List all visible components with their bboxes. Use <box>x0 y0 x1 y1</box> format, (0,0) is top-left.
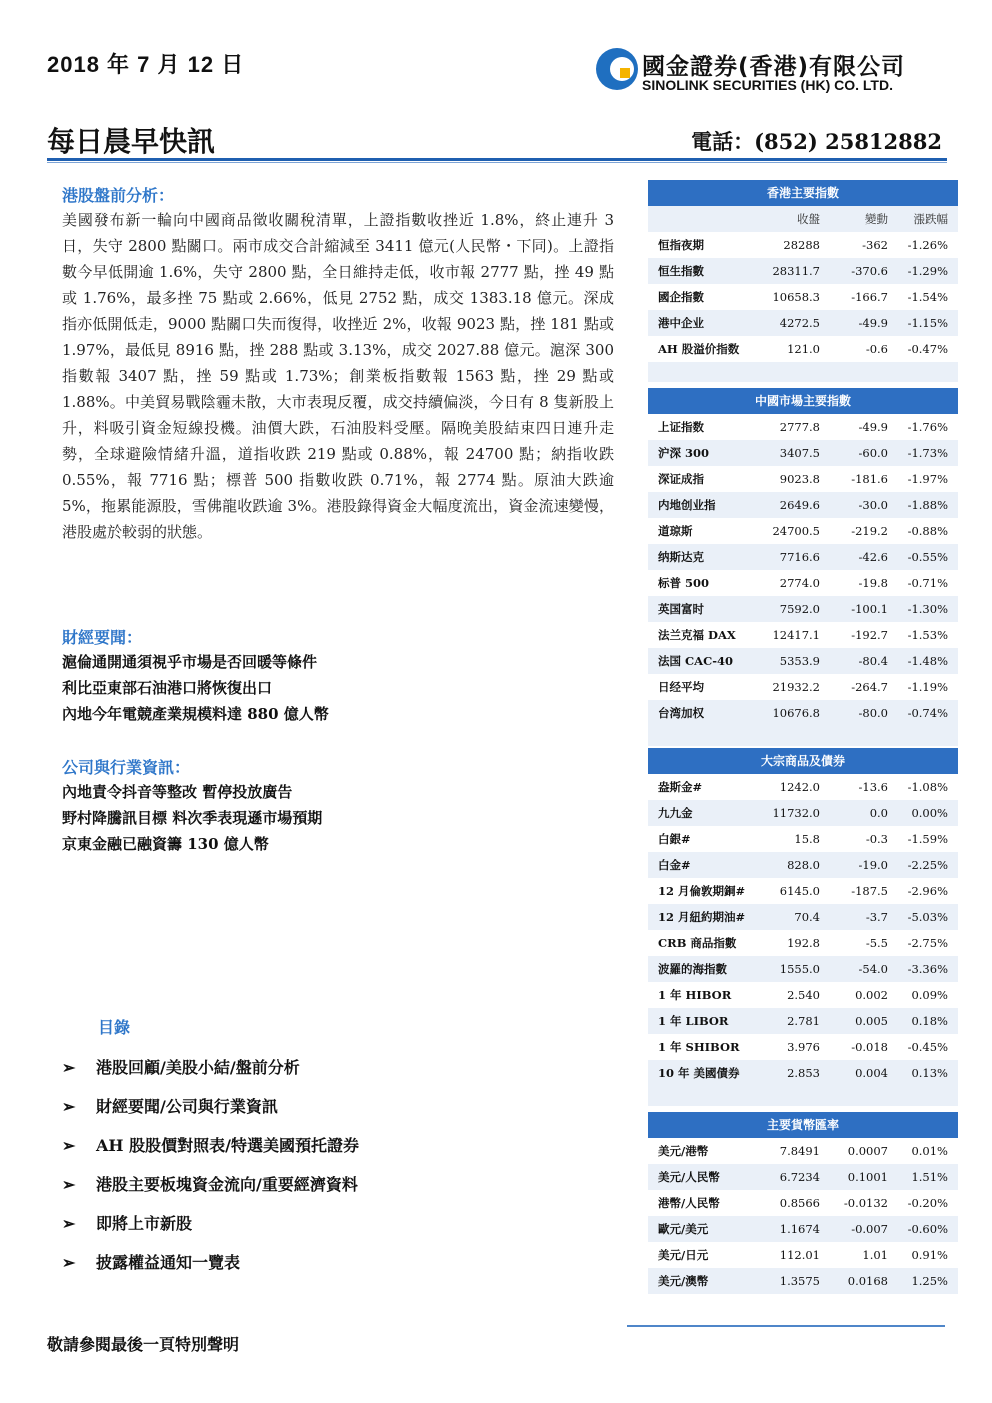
arrow-icon: ➢ <box>62 1058 76 1077</box>
table-row <box>648 284 958 310</box>
row-value: 7.8491 <box>779 1144 820 1158</box>
corporate-news-item[interactable]: 京東金融已融資籌 130 億人幣 <box>62 835 269 853</box>
row-label: 纳斯达克 <box>658 550 704 564</box>
table-row <box>648 310 958 336</box>
table-row <box>648 904 958 930</box>
row-label: 美元/人民幣 <box>658 1170 720 1184</box>
row-value: 0.8566 <box>779 1196 820 1210</box>
row-value: 6145.0 <box>779 884 820 898</box>
row-value: -19.8 <box>858 576 888 590</box>
row-value: -1.76% <box>907 420 948 434</box>
row-value: -1.08% <box>907 780 948 794</box>
row-value: -0.60% <box>907 1222 948 1236</box>
china-index-table-title: 中國市場主要指數 <box>648 388 958 414</box>
row-value: -2.96% <box>907 884 948 898</box>
fx-table-title: 主要貨幣匯率 <box>648 1112 958 1138</box>
row-value: -264.7 <box>851 680 888 694</box>
row-value: -1.29% <box>907 264 948 278</box>
row-label: 台湾加权 <box>658 706 704 720</box>
toc-item[interactable]: ➢ AH 股股價對照表/特選美國預托證券 <box>62 1136 359 1155</box>
table-column-headers: 收盤 變動 漲跌幅 <box>648 206 958 232</box>
row-value: 5353.9 <box>779 654 820 668</box>
row-value: 2.781 <box>787 1014 820 1028</box>
row-value: -5.5 <box>865 936 888 950</box>
arrow-icon: ➢ <box>62 1214 76 1233</box>
row-value: -0.71% <box>907 576 948 590</box>
toc-item[interactable]: ➢ 即將上市新股 <box>62 1214 193 1233</box>
table-row <box>648 1242 958 1268</box>
row-value: 4272.5 <box>779 316 820 330</box>
row-value: 0.004 <box>855 1066 888 1080</box>
table-row <box>648 648 958 674</box>
row-value: 9023.8 <box>779 472 820 486</box>
table-row <box>648 982 958 1008</box>
table-row <box>648 492 958 518</box>
table-row <box>648 1268 958 1294</box>
row-value: -1.26% <box>907 238 948 252</box>
row-label: 美元/日元 <box>658 1248 709 1262</box>
row-label: 标普 500 <box>658 576 710 590</box>
row-label: 港幣/人民幣 <box>658 1196 720 1210</box>
row-value: 11732.0 <box>772 806 820 820</box>
table-row <box>648 466 958 492</box>
row-value: -1.88% <box>907 498 948 512</box>
logo-chinese-name: 國金證券(香港)有限公司 <box>642 54 906 80</box>
row-value: -1.97% <box>907 472 948 486</box>
row-value: 0.18% <box>911 1014 948 1028</box>
page-title: 每日晨早快訊 <box>47 125 216 158</box>
row-value: -80.0 <box>858 706 888 720</box>
row-value: 1.1674 <box>779 1222 820 1236</box>
row-value: -2.25% <box>907 858 948 872</box>
row-value: 21932.2 <box>772 680 820 694</box>
row-value: 12417.1 <box>772 628 820 642</box>
row-label: 法国 CAC-40 <box>658 654 734 668</box>
row-value: 6.7234 <box>779 1170 820 1184</box>
hk-index-table-title: 香港主要指數 <box>648 180 958 206</box>
fx-table <box>648 1112 958 1294</box>
row-label: 日经平均 <box>658 680 704 694</box>
row-label: 沪深 300 <box>658 446 710 460</box>
row-value: -0.018 <box>851 1040 888 1054</box>
row-value: -187.5 <box>851 884 888 898</box>
table-row <box>648 440 958 466</box>
corporate-news-item[interactable]: 內地責令抖音等整改 暫停投放廣告 <box>62 783 293 801</box>
company-logo <box>596 48 946 96</box>
row-label: 波羅的海指數 <box>658 962 727 976</box>
corporate-news-heading: 公司與行業資訊： <box>62 758 191 777</box>
table-row <box>648 570 958 596</box>
arrow-icon: ➢ <box>62 1097 76 1116</box>
row-value: 28311.7 <box>772 264 820 278</box>
row-value: -370.6 <box>851 264 888 278</box>
row-value: -0.6 <box>865 342 888 356</box>
table-row <box>648 336 958 362</box>
hk-analysis-heading: 港股盤前分析： <box>62 186 175 205</box>
row-value: -0.45% <box>907 1040 948 1054</box>
row-value: 2.853 <box>787 1066 820 1080</box>
table-row <box>648 930 958 956</box>
finance-news-item[interactable]: 內地今年電競產業規模料達 880 億人幣 <box>62 705 329 723</box>
row-label: 白金# <box>658 858 691 872</box>
row-value: 2774.0 <box>779 576 820 590</box>
row-value: -1.30% <box>907 602 948 616</box>
row-value: 0.005 <box>855 1014 888 1028</box>
toc-item[interactable]: ➢ 財經要聞/公司與行業資訊 <box>62 1097 278 1116</box>
arrow-icon: ➢ <box>62 1136 76 1155</box>
row-value: 10676.8 <box>772 706 820 720</box>
row-value: 10658.3 <box>772 290 820 304</box>
row-value: -1.54% <box>907 290 948 304</box>
row-value: -219.2 <box>851 524 888 538</box>
row-value: -49.9 <box>858 316 888 330</box>
table-row <box>648 800 958 826</box>
row-label: 12 月紐約期油# <box>658 910 746 924</box>
table-row <box>648 414 958 440</box>
row-value: -3.7 <box>865 910 888 924</box>
row-value: 0.002 <box>855 988 888 1002</box>
row-value: -192.7 <box>851 628 888 642</box>
row-value: -1.53% <box>907 628 948 642</box>
row-value: 0.0168 <box>847 1274 888 1288</box>
row-label: 英国富时 <box>658 602 704 616</box>
table-row <box>648 1190 958 1216</box>
finance-news-item[interactable]: 滬倫通開通須視乎市場是否回暖等條件 <box>62 653 318 671</box>
row-label: 深证成指 <box>658 472 704 486</box>
row-value: -19.0 <box>858 858 888 872</box>
row-value: 0.13% <box>911 1066 948 1080</box>
row-value: -1.48% <box>907 654 948 668</box>
row-label: 法兰克福 DAX <box>658 628 736 642</box>
row-value: 28288 <box>783 238 820 252</box>
corporate-news-item[interactable]: 野村降騰訊目標 料次季表現遜市場預期 <box>62 809 323 827</box>
table-row <box>648 826 958 852</box>
table-row <box>648 878 958 904</box>
row-value: 1.51% <box>911 1170 948 1184</box>
table-row <box>648 1216 958 1242</box>
row-label: 美元/港幣 <box>658 1144 709 1158</box>
row-value: 70.4 <box>794 910 820 924</box>
row-value: 2649.6 <box>779 498 820 512</box>
row-label: 國企指數 <box>658 290 704 304</box>
row-label: 1 年 LIBOR <box>658 1014 729 1028</box>
row-value: 1.25% <box>911 1274 948 1288</box>
row-value: -0.3 <box>865 832 888 846</box>
row-label: 九九金 <box>658 806 693 820</box>
row-value: -1.19% <box>907 680 948 694</box>
row-value: 0.1001 <box>847 1170 888 1184</box>
row-label: 白銀# <box>658 832 691 846</box>
row-value: 112.01 <box>779 1248 820 1262</box>
table-row <box>648 674 958 700</box>
row-label: 内地创业指 <box>658 498 716 512</box>
row-value: -0.20% <box>907 1196 948 1210</box>
row-value: -1.73% <box>907 446 948 460</box>
row-value: -13.6 <box>858 780 888 794</box>
row-value: 1.01 <box>862 1248 888 1262</box>
row-value: 7716.6 <box>779 550 820 564</box>
row-label: 1 年 HIBOR <box>658 988 732 1002</box>
row-value: -49.9 <box>858 420 888 434</box>
row-value: -3.36% <box>907 962 948 976</box>
phone-number: 電話：(852) 25812882 <box>691 129 942 154</box>
row-value: -42.6 <box>858 550 888 564</box>
row-value: -80.4 <box>858 654 888 668</box>
toc-item[interactable]: ➢ 港股主要板塊資金流向/重要經濟資料 <box>62 1175 358 1194</box>
row-value: 1555.0 <box>779 962 820 976</box>
row-value: 3407.5 <box>779 446 820 460</box>
row-value: 0.91% <box>911 1248 948 1262</box>
finance-news-heading: 財經要聞： <box>62 628 143 647</box>
row-label: 1 年 SHIBOR <box>658 1040 740 1054</box>
footer-divider <box>627 1325 945 1327</box>
header-divider <box>47 158 947 161</box>
row-label: 道琼斯 <box>658 524 693 538</box>
row-label: 10 年 美國債券 <box>658 1066 740 1080</box>
row-value: -30.0 <box>858 498 888 512</box>
table-row <box>648 1138 958 1164</box>
row-label: 恒指夜期 <box>658 238 704 252</box>
china-index-table <box>648 388 958 746</box>
row-value: 0.09% <box>911 988 948 1002</box>
arrow-icon: ➢ <box>62 1175 76 1194</box>
table-row <box>648 518 958 544</box>
row-value: 0.0007 <box>847 1144 888 1158</box>
row-value: 121.0 <box>787 342 820 356</box>
commodities-table-title: 大宗商品及債券 <box>648 748 958 774</box>
table-row <box>648 1164 958 1190</box>
table-row <box>648 1060 958 1086</box>
row-value: -100.1 <box>851 602 888 616</box>
report-date: 2018 年 7 月 12 日 <box>47 52 245 77</box>
row-value: 0.0 <box>869 806 888 820</box>
row-value: -166.7 <box>851 290 888 304</box>
logo-mark-icon <box>596 48 638 90</box>
row-label: 上证指数 <box>658 420 704 434</box>
disclaimer-note: 敬請參閱最後一頁特別聲明 <box>47 1335 240 1354</box>
row-label: 盎斯金# <box>658 780 703 794</box>
row-value: -60.0 <box>858 446 888 460</box>
row-value: -5.03% <box>907 910 948 924</box>
row-value: 828.0 <box>787 858 820 872</box>
toc-item[interactable]: ➢ 披露權益通知一覽表 <box>62 1253 241 1272</box>
row-label: CRB 商品指數 <box>658 936 737 950</box>
row-value: -0.0132 <box>843 1196 888 1210</box>
row-value: -1.59% <box>907 832 948 846</box>
hk-index-table <box>648 180 958 382</box>
table-row <box>648 622 958 648</box>
row-value: 0.01% <box>911 1144 948 1158</box>
row-value: -0.74% <box>907 706 948 720</box>
hk-analysis-body: 美國發布新一輪向中國商品徵收關稅清單，上證指數收挫近 1.8%，終止連升 3 日，失守 2800 點關口。兩市成交合計縮減至 3411 億元(人民幣・下同)。上證指數今早低開逾 1.6%，失守 2800 點，全日維持走低，收市報 2777 點，挫 49 點或 1.76%，最多挫 75 點或 2.66%，低見 2752 點，成交 1383.18 億元。深成指亦低開低走，9000 點關口失而復得，收挫近 2%，收報 9023 點，挫 181 點或 1.97%，最低見 8916 點，挫 288 點或 3.13%，成交 2027.88 億元。滬深 300 指數報 3407 點，挫 59 點或 1.73%；創業板指數報 1563 點，挫 29 點或 1.88%。中美貿易戰陰霾未散，大市表現反覆，成交持續偏淡，今日有 8 隻新股上升，料吸引資金短線投機。油價大跌，石油股料受壓。隔晚美股結束四日連升走勢，全球避險情緒升溫，道指收跌 219 點或 0.88%，報 24700 點；納指收跌 0.55%，報 7716 點；標普 500 指數收跌 0.71%，報 2774 點。原油大跌逾 5%，拖累能源股，雪佛龍收跌逾 3%。港股錄得資金大幅度流出，資金流速變慢，港股處於較弱的狀態。 <box>62 211 614 541</box>
table-row <box>648 956 958 982</box>
row-value: -362 <box>862 238 888 252</box>
row-label: 歐元/美元 <box>658 1222 709 1236</box>
table-row <box>648 258 958 284</box>
row-value: -0.55% <box>907 550 948 564</box>
row-value: -2.75% <box>907 936 948 950</box>
row-value: 2.540 <box>787 988 820 1002</box>
toc-item[interactable]: ➢ 港股回顧/美股小結/盤前分析 <box>62 1058 300 1077</box>
row-value: 15.8 <box>794 832 820 846</box>
row-label: 12 月倫敦期銅# <box>658 884 746 898</box>
row-value: 1.3575 <box>779 1274 820 1288</box>
row-value: 3.976 <box>787 1040 820 1054</box>
table-row <box>648 544 958 570</box>
row-value: -0.47% <box>907 342 948 356</box>
row-label: 恒生指數 <box>658 264 704 278</box>
table-row <box>648 596 958 622</box>
arrow-icon: ➢ <box>62 1253 76 1272</box>
row-label: 美元/澳幣 <box>658 1274 709 1288</box>
row-value: 24700.5 <box>772 524 820 538</box>
table-row <box>648 774 958 800</box>
row-value: -1.15% <box>907 316 948 330</box>
row-value: -181.6 <box>851 472 888 486</box>
row-label: AH 股溢价指数 <box>658 342 740 356</box>
logo-english-name: SINOLINK SECURITIES (HK) CO. LTD. <box>642 77 893 93</box>
row-label: 港中企业 <box>658 316 704 330</box>
row-value: 7592.0 <box>779 602 820 616</box>
table-row <box>648 1034 958 1060</box>
row-value: 1242.0 <box>779 780 820 794</box>
row-value: -0.88% <box>907 524 948 538</box>
row-value: 0.00% <box>911 806 948 820</box>
toc-heading: 目錄 <box>98 1018 131 1037</box>
commodities-table <box>648 748 958 1106</box>
row-value: 2777.8 <box>779 420 820 434</box>
table-row <box>648 232 958 258</box>
table-row <box>648 1008 958 1034</box>
table-row <box>648 852 958 878</box>
row-value: -54.0 <box>858 962 888 976</box>
row-value: 192.8 <box>787 936 820 950</box>
row-value: -0.007 <box>851 1222 888 1236</box>
finance-news-item[interactable]: 利比亞東部石油港口將恢復出口 <box>62 679 273 697</box>
table-row <box>648 700 958 726</box>
